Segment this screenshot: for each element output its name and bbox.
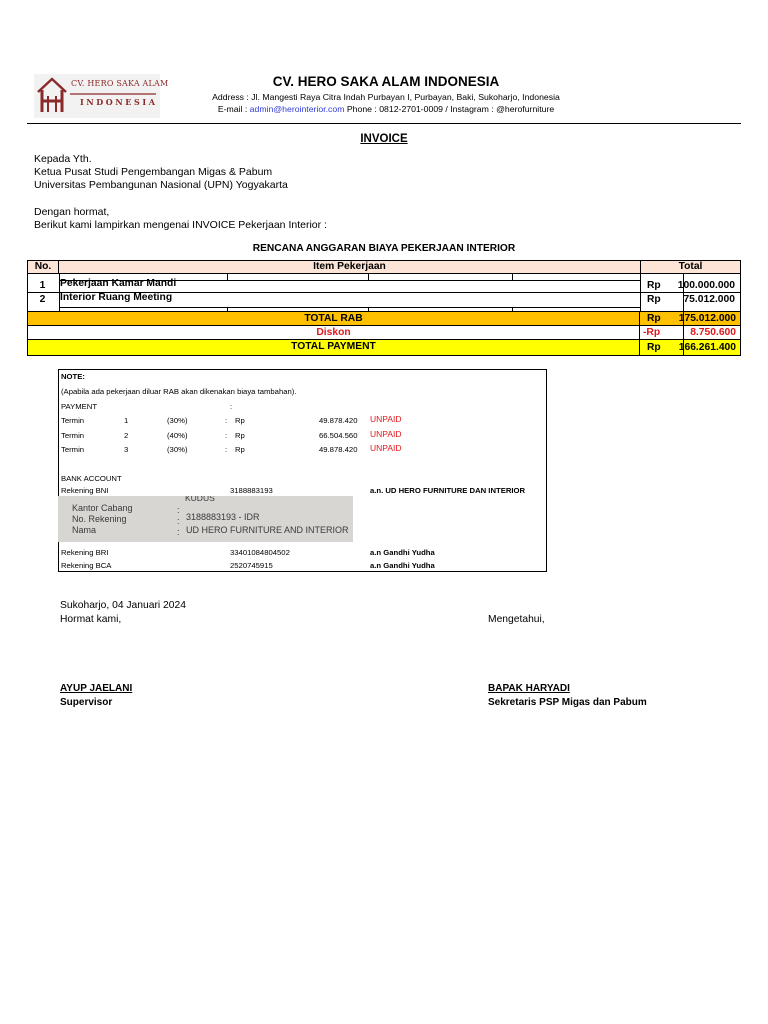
bank-number: 33401084804502 [230, 548, 290, 557]
right-signer-title: Sekretaris PSP Migas dan Pabum [488, 697, 647, 708]
closing-text: Hormat kami, [60, 614, 122, 625]
total-rab-currency: Rp [647, 313, 661, 324]
bank-number: 2520745915 [230, 561, 273, 570]
discount-currency: -Rp [643, 327, 661, 338]
header-total: Total [678, 261, 703, 272]
recipient-line: Kepada Yth. [34, 153, 92, 165]
slip-label: Nama [72, 525, 97, 535]
termin-status: UNPAID [370, 443, 402, 453]
bank-holder: a.n. UD HERO FURNITURE DAN INTERIOR [370, 486, 526, 495]
termin-sep: : [225, 431, 228, 440]
bank-label: Rekening BCA [61, 561, 112, 570]
slip-label: No. Rekening [72, 514, 127, 524]
termin-amount: 66.504.560 [319, 431, 358, 440]
left-signer-title: Supervisor [60, 697, 113, 708]
discount-amount: 8.750.600 [690, 327, 736, 338]
rab-title: RENCANA ANGGARAN BIAYA PEKERJAAN INTERIOR [252, 243, 516, 254]
row-currency: Rp [647, 280, 661, 291]
note-text: (Apabila ada pekerjaan diluar RAB akan dikenakan biaya tambahan). [61, 387, 297, 396]
invoice-title: INVOICE [360, 133, 408, 145]
company-address: Address : Jl. Mangesti Raya Citra Indah Purbayan I, Purbayan, Baki, Sukoharjo, Indonesia [212, 92, 560, 102]
slip-value: 3188883193 - IDR [186, 512, 260, 522]
row-currency: Rp [647, 294, 661, 305]
termin-status: UNPAID [370, 429, 402, 439]
note-title: NOTE: [61, 372, 85, 381]
termin-label: Termin [61, 445, 85, 454]
recipient-line: Ketua Pusat Studi Pengembangan Migas & Pabum [34, 166, 273, 178]
termin-cur: Rp [235, 431, 245, 440]
header-divider [27, 123, 741, 124]
row-item: Pekerjaan Kamar Mandi [60, 278, 177, 289]
row-no: 2 [39, 294, 46, 305]
termin-pct: (40%) [167, 431, 188, 440]
termin-cur: Rp [235, 416, 245, 425]
row-amount: 75.012.000 [683, 294, 735, 305]
termin-num: 3 [124, 445, 129, 454]
logo-subtext: INDONESIA [80, 97, 158, 107]
termin-label: Termin [61, 431, 85, 440]
table-row [27, 292, 741, 306]
bank-holder: a.n Gandhi Yudha [370, 561, 435, 570]
table-row [27, 278, 741, 292]
bank-slip-image: KUDUS Kantor Cabang No. Rekening Nama : : : 3188883193 - IDR UD HERO FURNITURE AND INTERIOR [58, 496, 353, 542]
termin-sep: : [225, 445, 228, 454]
payment-label: PAYMENT [61, 402, 98, 411]
bank-holder: a.n Gandhi Yudha [370, 548, 435, 557]
termin-cur: Rp [235, 445, 245, 454]
total-payment-amount: 166.261.400 [678, 342, 736, 353]
email-prefix: E-mail : [217, 104, 250, 114]
termin-sep: : [225, 416, 228, 425]
termin-pct: (30%) [167, 445, 188, 454]
slip-value: UD HERO FURNITURE AND INTERIOR [186, 525, 349, 535]
termin-label: Termin [61, 416, 85, 425]
total-rab-label: TOTAL RAB [28, 312, 640, 325]
termin-num: 2 [124, 431, 129, 440]
greeting-line: Dengan hormat, [34, 206, 110, 218]
total-payment-label: TOTAL PAYMENT [28, 340, 640, 355]
slip-label: Kantor Cabang [72, 503, 133, 513]
recipient-line: Universitas Pembangunan Nasional (UPN) Yogyakarta [34, 179, 288, 191]
discount-label: Diskon [28, 326, 640, 339]
contact-suffix: Phone : 0812-2701-0009 / Instagram : @herofurniture [344, 104, 555, 114]
right-signer-name: BAPAK HARYADI [488, 683, 570, 694]
email-link[interactable]: admin@herointerior.com [249, 104, 345, 114]
payment-colon: : [230, 402, 233, 411]
logo-text: CV. HERO SAKA ALAM [71, 79, 169, 88]
termin-num: 1 [124, 416, 129, 425]
total-rab-amount: 175.012.000 [678, 313, 736, 324]
total-payment-currency: Rp [647, 342, 661, 353]
acknowledge-text: Mengetahui, [488, 614, 545, 625]
place-date: Sukoharjo, 04 Januari 2024 [60, 600, 186, 611]
header-item: Item Pekerjaan [59, 261, 641, 273]
row-amount: 100.000.000 [677, 280, 735, 291]
row-item: Interior Ruang Meeting [60, 292, 173, 303]
row-no: 1 [39, 280, 46, 291]
bank-label: Rekening BNI [61, 486, 109, 495]
termin-amount: 49.878.420 [319, 445, 358, 454]
termin-pct: (30%) [167, 416, 188, 425]
total-rab-row [27, 311, 741, 326]
left-signer-name: AYUP JAELANI [60, 683, 133, 694]
termin-status: UNPAID [370, 414, 402, 424]
bank-number: 3188883193 [230, 486, 273, 495]
company-name: CV. HERO SAKA ALAM INDONESIA [272, 74, 500, 89]
company-contact [0, 104, 768, 114]
discount-row [27, 326, 741, 340]
bank-label: Rekening BRI [61, 548, 109, 557]
slip-top: KUDUS [185, 496, 215, 503]
termin-amount: 49.878.420 [319, 416, 358, 425]
bank-account-label: BANK ACCOUNT [61, 474, 122, 483]
header-no: No. [28, 261, 59, 273]
greeting-line: Berikut kami lampirkan mengenai INVOICE Pekerjaan Interior : [34, 219, 327, 231]
table-header [27, 260, 741, 274]
total-payment-row [27, 340, 741, 356]
